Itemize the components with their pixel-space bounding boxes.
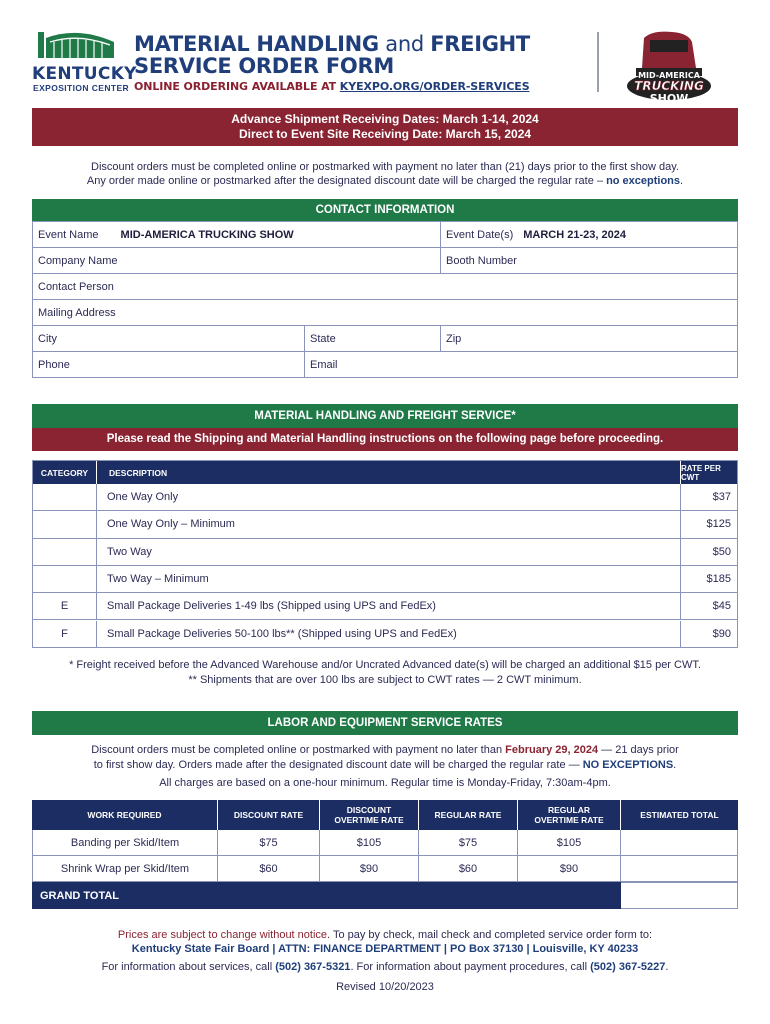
company-name-field[interactable]: Company Name (33, 248, 441, 274)
labor-row-discount-overtime-rate: $90 (320, 856, 419, 882)
labor-col-header-regular-rate: REGULAR RATE (419, 800, 518, 830)
material-handling-heading: MATERIAL HANDLING AND FREIGHT SERVICE* (32, 404, 738, 428)
org-subtitle: EXPOSITION CENTER (33, 83, 130, 93)
labor-col-header-regular-overtime-rate: REGULAR OVERTIME RATE (518, 800, 621, 830)
labor-row-discount-rate: $75 (218, 830, 320, 856)
material-row-description: One Way Only (97, 484, 681, 511)
material-row-rate: $50 (681, 539, 737, 566)
city-field[interactable]: City (33, 326, 305, 352)
material-row-category: F (33, 621, 97, 648)
col-header-category: CATEGORY (33, 461, 97, 484)
material-row-category (33, 511, 97, 538)
payment-instructions: Prices are subject to change without notice. To pay by check, mail check and completed service order form to: Kentucky State Fair Board | ATTN: FINANCE DEPARTMENT | PO Box 37130 | Louisville, KY 40233 (117, 929, 653, 955)
material-row-category (33, 566, 97, 593)
receiving-dates-banner: Advance Shipment Receiving Dates: March 1-14, 2024 Direct to Event Site Receiving Date: March 15, 2024 (32, 108, 738, 146)
material-row-description: Small Package Deliveries 1-49 lbs (Shipped using UPS and FedEx) (97, 593, 681, 620)
labor-row-discount-overtime-rate: $105 (320, 830, 419, 856)
mid-america-trucking-show-logo (622, 28, 717, 110)
labor-row-regular-rate: $75 (419, 830, 518, 856)
labor-col-header-estimated-total: ESTIMATED TOTAL (621, 800, 738, 830)
svg-text:SHOW: SHOW (649, 92, 689, 105)
material-row-category (33, 539, 97, 566)
labor-discount-note: Discount orders must be completed online or postmarked with payment no later than February 29, 2024 — 21 days prior to first show day. Orders made after the designated discount date will be charged the regular rate — NO EXCEPTIONS. All charges are based on a one-hour minimum. Regular time is Monday-Friday, 7:30am-4pm. (91, 744, 679, 789)
labor-row-regular-overtime-rate: $90 (518, 856, 621, 882)
contact-info-heading: CONTACT INFORMATION (32, 199, 738, 221)
booth-number-field[interactable]: Booth Number (441, 248, 737, 274)
material-row-rate: $37 (681, 484, 737, 511)
form-title: MATERIAL HANDLING and FREIGHT SERVICE ORDER FORM (134, 32, 530, 78)
labor-row-work-required: Shrink Wrap per Skid/Item (32, 856, 218, 882)
material-row-description: One Way Only – Minimum (97, 511, 681, 538)
mailing-address-field[interactable]: Mailing Address (33, 300, 737, 326)
contact-person-field[interactable]: Contact Person (33, 274, 737, 300)
labor-rates-heading: LABOR AND EQUIPMENT SERVICE RATES (32, 711, 738, 735)
col-header-rate: RATE PER CWT (681, 461, 737, 484)
material-footnotes: * Freight received before the Advanced Warehouse and/or Uncrated Advanced date(s) will be charged an additional $15 per CWT. ** Shipments that are over 100 lbs are subject to CWT rates — 2 CWT minimum. (69, 659, 701, 686)
labor-col-header-discount-overtime-rate: DISCOUNT OVERTIME RATE (320, 800, 419, 830)
email-field[interactable]: Email (310, 358, 338, 371)
material-row-rate: $125 (681, 511, 737, 538)
material-handling-subheading: Please read the Shipping and Material Handling instructions on the following page before proceeding. (32, 428, 738, 451)
material-row-description: Small Package Deliveries 50-100 lbs** (Shipped using UPS and FedEx) (97, 621, 681, 648)
org-name: KENTUCKY (32, 64, 137, 84)
material-rates-table (32, 460, 738, 648)
phone-field[interactable]: Phone (33, 352, 305, 377)
labor-row-regular-rate: $60 (419, 856, 518, 882)
discount-note: Discount orders must be completed online or postmarked with payment no later than (21) days prior to the first show day. Any order made online or postmarked after the designated discount date will be charged the regular rate – no exceptions. (86, 161, 684, 187)
zip-field[interactable]: Zip (441, 326, 737, 352)
grand-total-input[interactable] (621, 882, 738, 909)
material-row-rate: $45 (681, 593, 737, 620)
material-row-description: Two Way (97, 539, 681, 566)
estimated-total-input[interactable] (621, 856, 738, 882)
estimated-total-input[interactable] (621, 830, 738, 856)
material-row-description: Two Way – Minimum (97, 566, 681, 593)
labor-col-header-discount-rate: DISCOUNT RATE (218, 800, 320, 830)
grand-total-label: GRAND TOTAL (32, 882, 621, 909)
state-field[interactable]: State (305, 326, 441, 352)
contact-phone-info: For information about services, call (502) 367-5321. For information about payment procedures, call (502) 367-5227. (101, 961, 669, 973)
material-row-category (33, 484, 97, 511)
order-services-link[interactable]: KYEXPO.ORG/ORDER-SERVICES (339, 80, 530, 93)
event-name-field[interactable]: Event Name MID-AMERICA TRUCKING SHOW (33, 222, 441, 248)
labor-row-regular-overtime-rate: $105 (518, 830, 621, 856)
material-row-rate: $185 (681, 566, 737, 593)
svg-text:TRUCKING: TRUCKING (634, 79, 704, 93)
material-row-category: E (33, 593, 97, 620)
col-header-description: DESCRIPTION (97, 461, 681, 484)
online-ordering-note: ONLINE ORDERING AVAILABLE AT KYEXPO.ORG/ORDER-SERVICES (134, 80, 530, 93)
header (0, 0, 770, 108)
contact-info-table (32, 221, 738, 378)
labor-col-header-work-required: WORK REQUIRED (32, 800, 218, 830)
event-dates-field[interactable]: Event Date(s) MARCH 21-23, 2024 (441, 222, 737, 248)
revised-date: Revised 10/20/2023 (336, 981, 434, 993)
labor-row-discount-rate: $60 (218, 856, 320, 882)
labor-row-work-required: Banding per Skid/Item (32, 830, 218, 856)
header-divider (597, 32, 599, 92)
material-row-rate: $90 (712, 628, 731, 641)
svg-text:MID-AMERICA: MID-AMERICA (638, 71, 700, 80)
